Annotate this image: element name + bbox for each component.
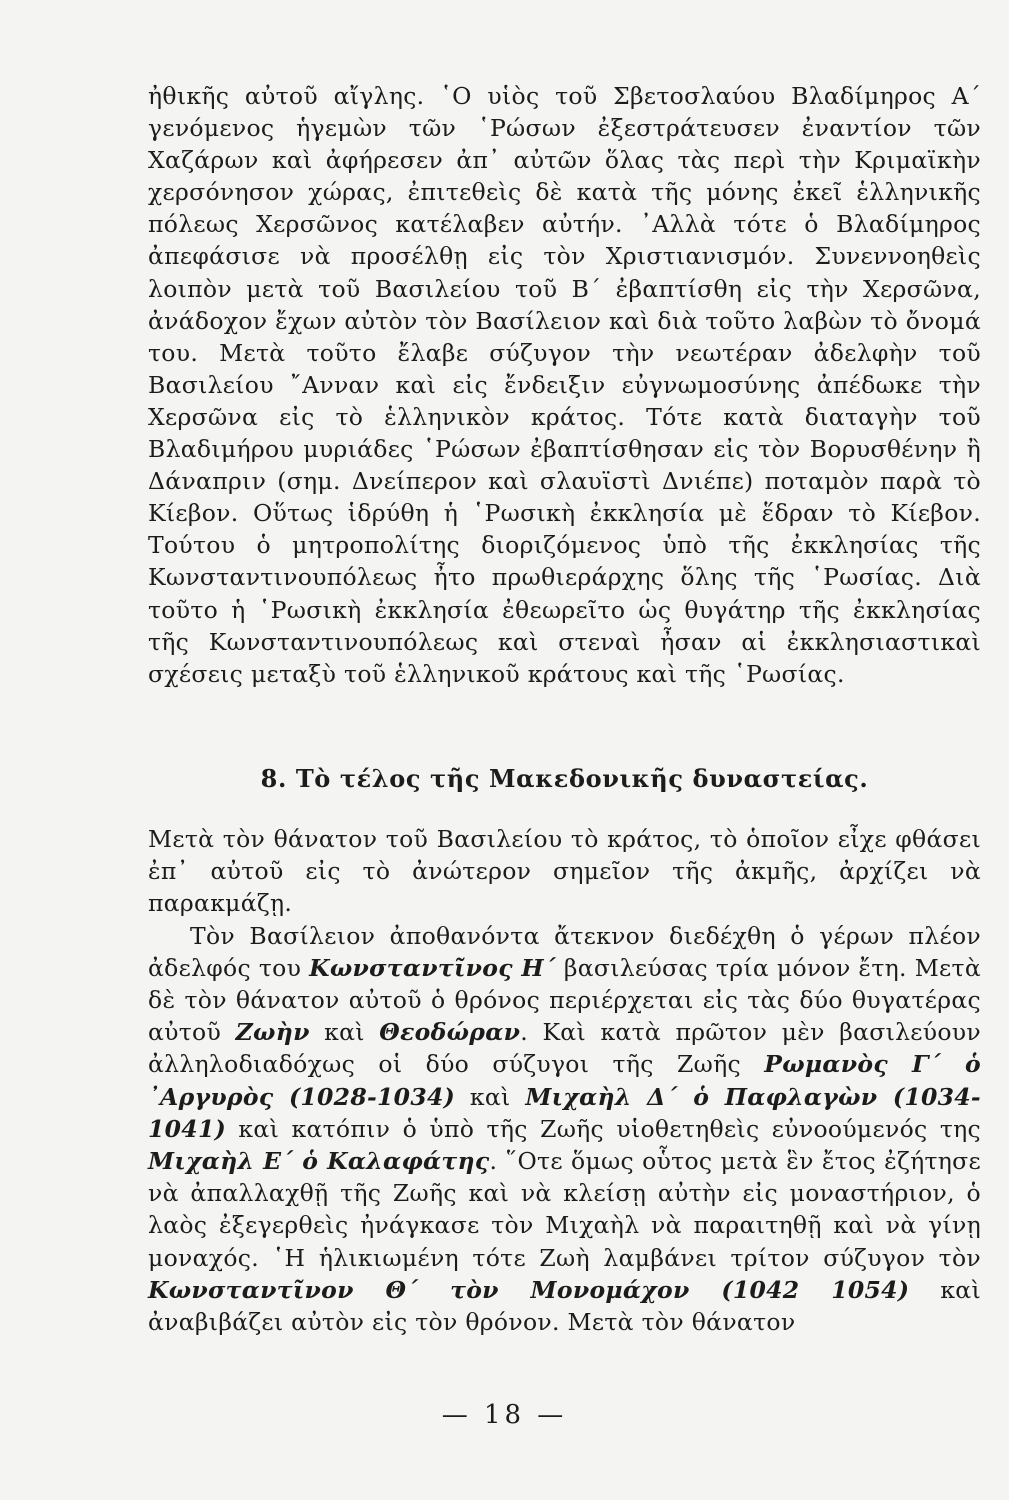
page-number: — 18 — xyxy=(441,1400,568,1430)
paragraph-vladimir: ἠθικῆς αὐτοῦ αἴγλης. ῾Ο υἱὸς τοῦ Σβετοσλαύου Βλαδίμηρος Α΄ γενόμενος ἡγεμὼν τῶν ῾Ρώσων ἐξεστράτευσεν ἐναντίον τῶν Χαζάρων καὶ ἀφήρεσεν ἀπ᾿ αὐτῶν ὅλας τὰς περὶ τὴν Κριμαϊκὴν χερσόνησον χώρας, ἐπιτεθεὶς δὲ κατὰ τῆς μόνης ἐκεῖ ἑλληνικῆς πόλεως Χερσῶνος κατέλαβεν αὐτήν. ᾿Αλλὰ τότε ὁ Βλαδίμηρος ἀπεφάσισε νὰ προσέλθῃ εἰς τὸν Χριστιανισμόν. Συνεννοηθεὶς λοιπὸν μετὰ τοῦ Βασιλείου τοῦ Β΄ ἐβαπτίσθη εἰς τὴν Χερσῶνα, ἀνάδοχον ἔχων αὐτὸν τὸν Βασίλειον καὶ διὰ τοῦτο λαβὼν τὸ ὄνομά του. Μετὰ τοῦτο ἔλαβε σύζυγον τὴν νεωτέραν ἀδελφὴν τοῦ Βασιλείου ῎Ανναν καὶ εἰς ἔνδειξιν εὐγνωμοσύνης ἀπέδωκε τὴν Χερσῶνα εἰς τὸ ἑλληνικὸν κράτος. Τότε κατὰ διαταγὴν τοῦ Βλαδιμήρου μυριάδες ῾Ρώσων ἐβαπτίσθησαν εἰς τὸν Βορυσθένην ἢ Δάναπριν (σημ. Δνείπερον καὶ σλαυϊστὶ Δνιέπε) ποταμὸν παρὰ τὸ Κίεβον. Οὕτως ἱδρύθη ἡ ῾Ρωσικὴ ἐκκλησία μὲ ἕδραν τὸ Κίεβον. Τούτου ὁ μητροπολίτης διοριζόμενος ὑπὸ τῆς ἐκκλησίας τῆς Κωνσταντινουπόλεως ἦτο πρωθιεράρχης ὅλης τῆς ῾Ρωσίας. Διὰ τοῦτο ἡ ῾Ρωσικὴ ἐκκλησία ἐθεωρεῖτο ὡς θυγάτηρ τῆς ἐκκλησίας τῆς Κωνσταντινουπόλεως καὶ στεναὶ ἦσαν αἱ ἐκκλησιαστικαὶ σχέσεις μεταξὺ τοῦ ἑλληνικοῦ κράτους καὶ τῆς ῾Ρωσίας. xyxy=(148,82,981,688)
text-run: καὶ xyxy=(455,1082,526,1111)
paragraph-decline: Μετὰ τὸν θάνατον τοῦ Βασιλείου τὸ κράτος, τὸ ὁποῖον εἶχε φθάσει ἐπ᾿ αὐτοῦ εἰς τὸ ἀνώτερον σημεῖον τῆς ἀκμῆς, ἀρχίζει νὰ παρακμάζῃ. xyxy=(148,825,981,918)
text-block-top xyxy=(148,80,981,690)
text-run: . Καὶ κατὰ πρῶτον μὲν βασιλεύουν ἀλληλοδιαδόχως οἱ δύο σύζυγοι τῆς Ζωῆς xyxy=(148,1018,981,1079)
name-zoe: Ζωὴν xyxy=(235,1018,310,1047)
name-michael-5: Μιχαὴλ Ε΄ ὁ Καλαφάτης xyxy=(148,1147,490,1176)
text-run: καὶ κατόπιν ὁ ὑπὸ τῆς Ζωῆς υἱοθετηθεὶς εὐνοούμενός της xyxy=(226,1114,981,1143)
name-romanos-3: Ρωμανὸς Γ΄ ὁ ᾿Αργυρὸς (1028-1034) xyxy=(148,1050,981,1111)
text-run: Τὸν Βασίλειον ἀποθανόντα ἄτεκνον διεδέχθη ὁ γέρων πλέον ἀδελφός του xyxy=(148,921,981,982)
section-heading: 8. Τὸ τέλος τῆς Μακεδονικῆς δυναστείας. xyxy=(260,764,869,793)
text-run: βασιλεύσας τρία μόνον ἔτη. Μετὰ δὲ τὸν θάνατον αὐτοῦ ὁ θρόνος περιέρχεται εἰς τὰς δύο θυγατέρας αὐτοῦ xyxy=(148,953,981,1047)
text-run: καὶ xyxy=(309,1018,380,1047)
text-run: καὶ ἀναβιβάζει αὐτὸν εἰς τὸν θρόνον. Μετὰ τὸν θάνατον xyxy=(148,1275,981,1337)
text-run: . ῞Οτε ὅμως οὗτος μετὰ ἓν ἔτος ἐζήτησε νὰ ἀπαλλαχθῇ τῆς Ζωῆς καὶ νὰ κλείσῃ αὐτὴν εἰς μοναστήριον, ὁ λαὸς ἐξεγερθεὶς ἠνάγκασε τὸν Μιχαὴλ νὰ παραιτηθῇ καὶ νὰ γίνῃ μοναχός. ῾Η ἡλικιωμένη τότε Ζωὴ λαμβάνει τρίτον σύζυγον τὸν xyxy=(148,1147,981,1272)
name-theodora: Θεοδώραν xyxy=(379,1018,521,1047)
name-michael-4: Μιχαὴλ Δ΄ ὁ Παφλαγὼν (1034-1041) xyxy=(148,1082,981,1143)
paragraph-succession xyxy=(148,920,981,1339)
name-konstantinos-8: Κωνσταντῖνος Η΄ xyxy=(309,953,556,982)
name-konstantinos-9: Κωνσταντῖνον Θ΄ τὸν Μονομάχον (1042 1054) xyxy=(148,1275,910,1304)
text-block-bottom xyxy=(148,823,981,1338)
